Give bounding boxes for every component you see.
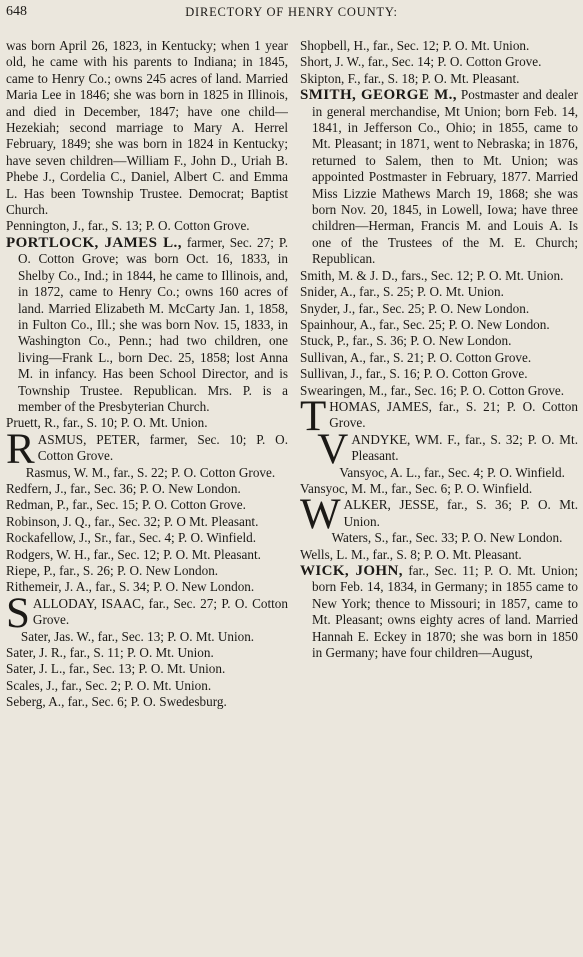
- drop-initial: S: [6, 589, 30, 637]
- directory-entry: [6, 678, 288, 694]
- directory-entry: [6, 235, 288, 415]
- biography-name: PORTLOCK, JAMES L.,: [6, 234, 182, 251]
- entry-text: Riepe, P., far., S. 26; P. O. New London.: [6, 563, 219, 578]
- entry-text: Sater, J. L., far., Sec. 13; P. O. Mt. Union.: [6, 661, 226, 677]
- entry-text: Scales, J., far., Sec. 2; P. O. Mt. Union.: [6, 677, 212, 693]
- entry-text: Redfern, J., far., Sec. 36; P. O. New London.: [6, 480, 241, 496]
- entry-text: Smith, M. & J. D., fars., Sec. 12; P. O. Mt. Union.: [300, 267, 564, 283]
- drop-initial: R: [6, 425, 35, 473]
- entry-text: Vansyoc, M. M., far., Sec. 6; P. O. Winfield.: [300, 480, 533, 496]
- directory-entry: [300, 317, 578, 333]
- entry-text: farmer, Sec. 27; P. O. Cotton Grove; was born Oct. 16, 1833, in Shelby Co., Ind.; in 1844, he came to Illinois, and, in 1872, came to Henry Co.; owns 160 acres of land. Married Elizabeth M. McCarty Jan. 1, 1858, in Fulton Co., Ill.; she was born Nov. 15, 1833, in Washington Co., Penn.; had two children, one living—Frank L., born Dec. 25, 1858; lost Anna M. in infancy. Has been School Director, and is Township Trustee. Republican. Mrs. P. is a member of the Presbyterian Church.: [18, 234, 288, 414]
- entry-text: far., Sec. 11; P. O. Mt. Union; born Feb. 14, 1834, in Germany; in 1855 came to New York; thence to Missouri; in 1857, came to Mt. Pleasant; owns eighty acres of land. Married Hannah E. Eckey in 1870; she was born in 1850 in Germany; have four children—August,: [312, 563, 578, 661]
- directory-entry: [6, 38, 288, 218]
- directory-entry: [6, 415, 288, 431]
- directory-entry: [300, 366, 578, 382]
- directory-entry: [300, 392, 578, 440]
- entry-text: ALLODAY, ISAAC, far., Sec. 27; P. O. Cotton Grove.: [32, 595, 288, 628]
- entry-text: Spainhour, A., far., Sec. 25; P. O. New London.: [300, 316, 550, 332]
- directory-entry: [300, 54, 578, 70]
- directory-entry: [300, 301, 578, 317]
- entry-text: Skipton, F., far., S. 18; P. O. Mt. Pleasant.: [300, 70, 520, 86]
- entry-text: Sullivan, J., far., S. 16; P. O. Cotton Grove.: [300, 366, 528, 382]
- entry-text: Stuck, P., far., S. 36; P. O. New London.: [300, 333, 512, 349]
- entry-text: Pennington, J., far., S. 13; P. O. Cotton Grove.: [6, 218, 250, 234]
- biography-name: WICK, JOHN,: [300, 563, 403, 579]
- directory-entry: [6, 530, 288, 546]
- directory-entry: [300, 547, 578, 563]
- directory-entry: [6, 465, 288, 481]
- directory-entry: [6, 645, 288, 661]
- entry-text: Seberg, A., far., Sec. 6; P. O. Swedesburg.: [6, 694, 227, 710]
- entry-text: Rasmus, W. M., far., S. 22; P. O. Cotton Grove.: [25, 464, 276, 480]
- entry-text: Robinson, J. Q., far., Sec. 32; P. O Mt. Pleasant.: [6, 513, 259, 529]
- page-header: [6, 4, 577, 22]
- entry-text: ASMUS, PETER, farmer, Sec. 10; P. O. Cotton Grove.: [37, 431, 288, 464]
- entry-text: Short, J. W., far., Sec. 14; P. O. Cotton Grove.: [300, 54, 542, 70]
- directory-entry: [300, 530, 578, 546]
- entry-text: Vansyoc, A. L., far., Sec. 4; P. O. Winfield.: [339, 464, 565, 480]
- drop-initial: V: [317, 425, 349, 473]
- directory-entry: [6, 547, 288, 563]
- entry-text: Postmaster and dealer in general merchandise, Mt Union; born Feb. 14, 1841, in Jefferson Co., Ohio; in 1855, came to Mt. Pleasant; in 1871, went to Nebraska; in 1876, returned to Salem, then to Mt. Union; was appointed Postmaster in February, 1877. Married Miss Lizzie Mathews March 19, 1868; she was born Nov. 20, 1845, in Lowell, Iowa; have three children—Herman, Francis M. and Louis A. Is one of the Trustees of the M. E. Church; Republican.: [312, 87, 578, 267]
- directory-entry: [300, 87, 578, 267]
- drop-initial: T: [300, 392, 327, 440]
- directory-entry: [300, 333, 578, 349]
- entry-text: Rodgers, W. H., far., Sec. 12; P. O. Mt. Pleasant.: [6, 546, 261, 562]
- entry-text: Snider, A., far., S. 25; P. O. Mt. Union.: [300, 284, 504, 300]
- left-column: [6, 38, 288, 957]
- running-head: DIRECTORY OF HENRY COUNTY:: [185, 5, 398, 19]
- entry-text: Pruett, R., far., S. 10; P. O. Mt. Union.: [6, 415, 208, 431]
- directory-entry: [300, 268, 578, 284]
- entry-text: Sater, J. R., far., S. 11; P. O. Mt. Union.: [6, 645, 214, 661]
- directory-entry: [6, 514, 288, 530]
- entry-text: was born April 26, 1823, in Kentucky; when 1 year old, he came with his parents to Indiana; in 1845, came to Henry Co.; owns 245 acres of land. Married Maria Lee in 1846; she was born in 1825 in Illinois, and died in December, 1847; have one child—Hezekiah; second marriage to Mary A. Herrel February, 1849; she was born in 1824 in Kentucky; have seven children—William F., John D., Uriah B. Phebe J., Cordelia C., Daniel, Albert C. and Emma L. Has been Township Trustee. Democrat; Baptist Church.: [6, 38, 288, 218]
- entry-text: Snyder, J., far., Sec. 25; P. O. New London.: [300, 300, 530, 316]
- page-number: 648: [6, 4, 27, 19]
- directory-entry: [300, 350, 578, 366]
- biography-name: SMITH, GEORGE M.,: [300, 87, 457, 104]
- entry-text: Rockafellow, J., Sr., far., Sec. 4; P. O. Winfield.: [6, 530, 256, 546]
- directory-entry: [6, 218, 288, 234]
- entry-text: Swearingen, M., far., Sec. 16; P. O. Cotton Grove.: [300, 382, 565, 398]
- right-column: [300, 38, 578, 957]
- entry-text: Waters, S., far., Sec. 33; P. O. New London.: [331, 530, 563, 546]
- directory-entry: [300, 465, 578, 481]
- directory-entry: [300, 284, 578, 300]
- drop-initial: W: [300, 491, 341, 539]
- directory-entry: [300, 563, 578, 661]
- directory-entry: [6, 694, 288, 710]
- directory-entry: [6, 563, 288, 579]
- entry-text: Shopbell, H., far., Sec. 12; P. O. Mt. Union.: [300, 38, 530, 53]
- entry-text: Sater, Jas. W., far., Sec. 13; P. O. Mt. Union.: [20, 628, 255, 644]
- entry-text: ANDYKE, WM. F., far., S. 32; P. O. Mt. Pleasant.: [351, 431, 578, 464]
- entry-text: Wells, L. M., far., S. 8; P. O. Mt. Pleasant.: [300, 546, 522, 562]
- entry-text: Rithemeir, J. A., far., S. 34; P. O. New London.: [6, 579, 255, 595]
- directory-entry: [6, 629, 288, 645]
- directory-entry: [300, 38, 578, 54]
- directory-entry: [6, 661, 288, 677]
- entry-text: ALKER, JESSE, far., S. 36; P. O. Mt. Union.: [343, 497, 578, 529]
- directory-entry: [300, 71, 578, 87]
- directory-entry: [6, 579, 288, 595]
- entry-text: HOMAS, JAMES, far., S. 21; P. O. Cotton Grove.: [329, 398, 578, 431]
- entry-text: Redman, P., far., Sec. 15; P. O. Cotton Grove.: [6, 497, 246, 513]
- entry-text: Sullivan, A., far., S. 21; P. O. Cotton Grove.: [300, 349, 532, 365]
- directory-entry: [300, 383, 578, 399]
- directory-entry: [6, 497, 288, 513]
- directory-entry: [6, 481, 288, 497]
- directory-entry: [300, 481, 578, 497]
